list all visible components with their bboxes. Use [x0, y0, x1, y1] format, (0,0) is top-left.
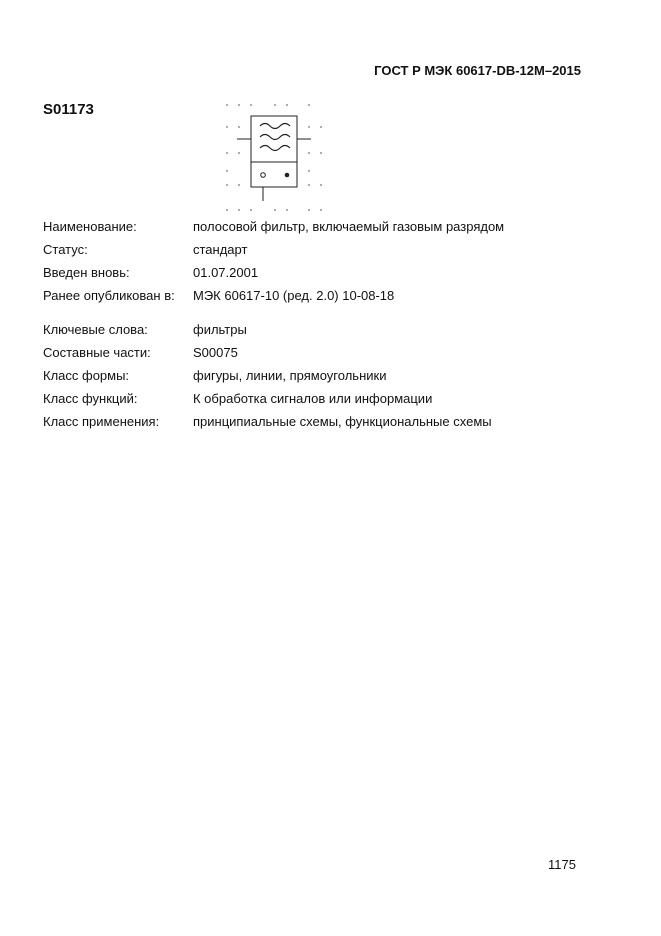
field-value: принципиальные схемы, функциональные схемы — [193, 414, 492, 429]
field-label: Класс применения: — [43, 414, 160, 429]
field-label: Ключевые слова: — [43, 322, 148, 337]
document-header: ГОСТ Р МЭК 60617-DB-12M–2015 — [374, 63, 581, 78]
field-label: Наименование: — [43, 219, 137, 234]
field-label: Составные части: — [43, 345, 151, 360]
field-value: 01.07.2001 — [193, 265, 259, 280]
filter-symbol-diagram — [222, 98, 322, 214]
field-value: S00075 — [193, 345, 238, 360]
symbol-code: S01173 — [43, 101, 94, 118]
wave-line-1 — [260, 124, 290, 129]
field-value: К обработка сигналов или информации — [193, 391, 433, 406]
field-value: фигуры, линии, прямоугольники — [193, 368, 387, 383]
wave-line-3 — [260, 146, 290, 151]
field-value: стандарт — [193, 242, 248, 257]
field-label: Ранее опубликован в: — [43, 288, 175, 303]
wave-line-2 — [260, 135, 290, 140]
open-electrode — [261, 173, 266, 178]
field-label: Введен вновь: — [43, 265, 130, 280]
field-value: фильтры — [193, 322, 247, 337]
field-label: Класс функций: — [43, 391, 138, 406]
field-value: МЭК 60617-10 (ред. 2.0) 10-08-18 — [193, 288, 395, 303]
field-label: Класс формы: — [43, 368, 130, 383]
filled-electrode — [285, 173, 290, 178]
field-value: полосовой фильтр, включаемый газовым разрядом — [193, 219, 505, 234]
field-label: Статус: — [43, 242, 88, 257]
page-number: 1175 — [548, 857, 576, 872]
grid-dots — [226, 104, 321, 210]
discharge-box — [251, 162, 297, 187]
